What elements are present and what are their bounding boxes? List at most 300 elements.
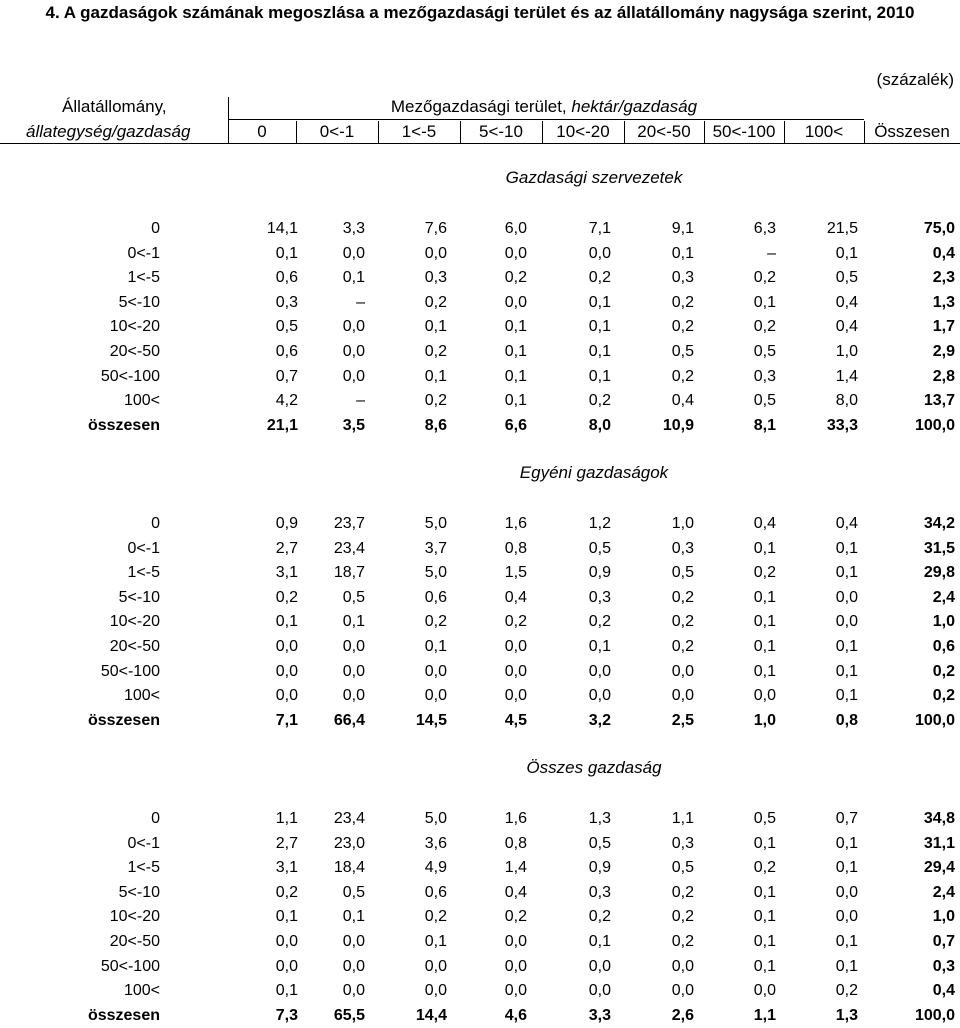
table-cell: 0,0	[275, 662, 298, 680]
total-cell: 1,0	[932, 908, 955, 926]
table-row	[0, 979, 960, 1003]
table-row	[0, 242, 960, 266]
table-cell: 0,0	[588, 244, 611, 262]
table-cell: 0,2	[588, 908, 611, 926]
table-cell: 0,0	[504, 244, 527, 262]
table-cell: 0,8	[504, 834, 527, 852]
table-row	[0, 832, 960, 856]
row-label: 0<-1	[127, 539, 160, 557]
table-cell: 0,0	[504, 662, 527, 680]
total-cell: 34,2	[923, 515, 955, 532]
table-cell: 0,1	[753, 908, 776, 926]
table-cell: 0,1	[342, 269, 365, 287]
total-cell: 2,4	[932, 883, 955, 901]
table-row	[0, 340, 960, 364]
section-title: Összes gazdaság	[526, 758, 662, 777]
total-cell: 29,4	[923, 859, 955, 877]
table-cell: 0,3	[588, 588, 611, 606]
table-cell: 4,5	[504, 711, 527, 729]
table-cell: 0,4	[671, 392, 694, 410]
column-group-unit: hektár/gazdaság	[571, 97, 698, 116]
table-cell: 1,1	[275, 810, 298, 827]
table-cell: 7,3	[275, 1006, 298, 1024]
total-cell: 31,1	[923, 834, 955, 852]
table-row	[0, 1004, 960, 1028]
table-cell: 2,7	[275, 834, 298, 852]
table-cell: 0,0	[424, 662, 447, 680]
column-header: 50<-100	[712, 122, 776, 141]
table-cell: 0,0	[342, 687, 365, 705]
table-cell: 0,5	[588, 539, 611, 557]
table-cell: 0,2	[753, 859, 776, 877]
table-row	[0, 684, 960, 708]
table-cell: 0,3	[753, 367, 776, 385]
column-header: 10<-20	[556, 122, 610, 141]
table-cell: 4,6	[504, 1006, 527, 1024]
table-cell: 0,1	[753, 883, 776, 901]
total-cell: 0,3	[932, 957, 955, 975]
table-cell: 0,1	[835, 564, 858, 582]
table-cell: 3,5	[342, 416, 365, 434]
row-label: összesen	[87, 1006, 160, 1024]
total-cell: 2,9	[932, 343, 955, 360]
table-cell: 0,0	[424, 982, 447, 1000]
unit-label: (százalék)	[876, 70, 954, 89]
table-cell: 0,1	[504, 392, 527, 410]
table-cell: 0,0	[275, 957, 298, 975]
table-row	[0, 291, 960, 315]
table-row	[0, 635, 960, 659]
table-cell: 0,0	[342, 343, 365, 360]
table-cell: 0,1	[275, 613, 298, 631]
table-cell: –	[356, 392, 365, 410]
table-cell: 0,1	[753, 539, 776, 557]
table-cell: 2,5	[671, 711, 694, 729]
table-cell: 0,0	[835, 908, 858, 926]
table-cell: 5,0	[424, 564, 447, 582]
row-label: 20<-50	[109, 343, 160, 360]
table-cell: 10,9	[662, 416, 694, 434]
table-cell: 0,2	[671, 613, 694, 631]
column-header: 0<-1	[319, 122, 355, 141]
row-label: 1<-5	[127, 564, 160, 582]
table-cell: 0,2	[275, 883, 298, 901]
table-cell: 0,1	[588, 293, 611, 311]
row-label: 0	[151, 220, 160, 237]
table-cell: 2,6	[671, 1006, 694, 1024]
total-cell: 0,2	[932, 687, 955, 705]
table-cell: 0,0	[588, 957, 611, 975]
table-cell: 0,6	[424, 588, 447, 606]
table-cell: 0,1	[588, 638, 611, 655]
column-header: 100<	[804, 122, 844, 141]
table-cell: 0,1	[753, 293, 776, 311]
total-cell: 1,7	[932, 318, 955, 336]
row-label: összesen	[87, 711, 160, 729]
table-row	[0, 610, 960, 634]
row-label: 10<-20	[109, 613, 160, 631]
table-cell: 2,7	[275, 539, 298, 557]
row-label: 0	[151, 515, 160, 532]
table-cell: 8,1	[753, 416, 776, 434]
table-cell: 18,7	[333, 564, 365, 582]
table-cell: 0,6	[275, 343, 298, 360]
column-header: 1<-5	[401, 122, 437, 141]
table-cell: 0,1	[835, 834, 858, 852]
table-cell: 0,1	[753, 613, 776, 631]
table-cell: 0,2	[275, 588, 298, 606]
table-row	[0, 266, 960, 290]
table-cell: 0,5	[342, 883, 365, 901]
table-cell: 66,4	[333, 711, 365, 729]
table-cell: 14,4	[415, 1006, 447, 1024]
total-cell: 100,0	[914, 416, 955, 434]
table-cell: 0,5	[753, 392, 776, 410]
total-cell: 2,4	[932, 588, 955, 606]
table-cell: 0,5	[671, 859, 694, 877]
total-cell: 29,8	[923, 564, 955, 582]
table-cell: 0,2	[671, 933, 694, 950]
table-cell: 14,5	[415, 711, 447, 729]
table-cell: 0,2	[671, 367, 694, 385]
table-row	[0, 414, 960, 438]
table-cell: 6,3	[753, 220, 776, 237]
table-cell: 0,5	[275, 318, 298, 336]
table-cell: 0,0	[835, 588, 858, 606]
table-cell: 1,0	[671, 515, 694, 532]
table-cell: 0,2	[671, 883, 694, 901]
total-cell: 34,8	[923, 810, 955, 827]
table-row	[0, 537, 960, 561]
table-cell: 0,5	[342, 588, 365, 606]
table-cell: 1,0	[753, 711, 776, 729]
table-cell: 3,7	[424, 539, 447, 557]
table-cell: 0,4	[753, 515, 776, 532]
table-cell: 0,2	[504, 269, 527, 287]
table-cell: 0,1	[753, 638, 776, 655]
table-cell: 0,2	[588, 613, 611, 631]
row-header-label-line2: állategység/gazdaság	[26, 122, 191, 141]
table-cell: 0,1	[588, 367, 611, 385]
table-cell: 0,2	[753, 269, 776, 287]
table-cell: 0,0	[342, 638, 365, 655]
total-cell: 75,0	[923, 220, 955, 237]
total-cell: 1,3	[932, 293, 955, 311]
table-cell: 0,1	[275, 908, 298, 926]
table-row	[0, 930, 960, 954]
table-cell: 0,2	[588, 269, 611, 287]
table-cell: 1,4	[835, 367, 858, 385]
table-cell: 0,1	[504, 367, 527, 385]
table-cell: 65,5	[333, 1006, 365, 1024]
table-cell: 0,2	[424, 392, 447, 410]
row-label: 1<-5	[127, 859, 160, 877]
table-cell: 0,2	[671, 293, 694, 311]
row-label: 50<-100	[100, 367, 160, 385]
table-cell: 0,5	[753, 810, 776, 827]
row-label: 50<-100	[100, 662, 160, 680]
table-cell: 0,3	[424, 269, 447, 287]
total-cell: 31,5	[923, 539, 955, 557]
table-cell: 0,4	[835, 318, 858, 336]
table-cell: 0,7	[835, 810, 858, 827]
row-label: 0	[151, 810, 160, 827]
table-cell: 0,0	[504, 293, 527, 311]
table-cell: 1,0	[835, 343, 858, 360]
table-row	[0, 709, 960, 733]
row-header-label-line1: Állatállomány,	[62, 97, 167, 116]
total-cell: 0,2	[932, 662, 955, 680]
table-cell: 4,2	[275, 392, 298, 410]
total-cell: 0,4	[932, 244, 955, 262]
page-title: 4. A gazdaságok számának megoszlása a mezőgazdasági terület és az állatállomány nagysága szerint, 2010	[45, 3, 915, 22]
table-row	[0, 365, 960, 389]
table-cell: 0,1	[835, 539, 858, 557]
row-label: 20<-50	[109, 638, 160, 655]
table-cell: 0,3	[588, 883, 611, 901]
row-label: összesen	[87, 416, 160, 434]
table-cell: 0,1	[504, 318, 527, 336]
table-cell: 0,2	[671, 588, 694, 606]
table-cell: 0,2	[424, 343, 447, 360]
table-cell: 1,2	[588, 515, 611, 532]
table-cell: 0,6	[424, 883, 447, 901]
table-cell: 0,1	[588, 343, 611, 360]
table-cell: 0,0	[671, 982, 694, 1000]
table-cell: 0,0	[342, 318, 365, 336]
table-cell: 0,0	[342, 662, 365, 680]
table-cell: 0,0	[275, 687, 298, 705]
table-cell: 0,5	[671, 564, 694, 582]
table-cell: 0,1	[835, 859, 858, 877]
table-cell: 0,1	[424, 933, 447, 950]
table-cell: 0,1	[275, 244, 298, 262]
table-cell: 5,0	[424, 810, 447, 827]
table-cell: 0,2	[504, 908, 527, 926]
table-cell: 7,1	[275, 711, 298, 729]
table-cell: 23,4	[333, 539, 365, 557]
table-cell: 1,4	[504, 859, 527, 877]
column-header: Összesen	[874, 122, 950, 141]
table-cell: 0,1	[671, 244, 694, 262]
table-cell: 6,6	[504, 416, 527, 434]
table-cell: 0,0	[342, 957, 365, 975]
table-cell: 0,1	[342, 908, 365, 926]
table-cell: 18,4	[333, 859, 365, 877]
row-label: 20<-50	[109, 933, 160, 950]
table-cell: 0,0	[424, 244, 447, 262]
table-cell: 23,4	[333, 810, 365, 827]
table-cell: 0,8	[835, 711, 858, 729]
table-cell: 8,0	[588, 416, 611, 434]
table-cell: 1,1	[671, 810, 694, 827]
table-cell: 5,0	[424, 515, 447, 532]
table-cell: 1,5	[504, 564, 527, 582]
table-cell: 1,3	[588, 810, 611, 827]
table-cell: 0,1	[753, 933, 776, 950]
table-cell: 1,1	[753, 1006, 776, 1024]
table-cell: 3,1	[275, 564, 298, 582]
row-label: 5<-10	[118, 293, 160, 311]
table-cell: 0,1	[835, 662, 858, 680]
table-cell: 0,1	[424, 318, 447, 336]
table-row	[0, 905, 960, 929]
table-cell: 0,1	[835, 687, 858, 705]
table-row	[0, 660, 960, 684]
table-cell: 0,2	[504, 613, 527, 631]
table-cell: 7,1	[588, 220, 611, 237]
table-cell: 0,1	[835, 933, 858, 950]
table-cell: 1,3	[835, 1006, 858, 1024]
table-cell: 0,0	[835, 613, 858, 631]
table-cell: 0,5	[753, 343, 776, 360]
table-cell: 0,0	[588, 982, 611, 1000]
table-cell: 0,0	[753, 687, 776, 705]
table-cell: 21,1	[266, 416, 298, 434]
table-cell: 0,3	[671, 539, 694, 557]
table-cell: 0,0	[342, 244, 365, 262]
table-cell: 0,0	[671, 957, 694, 975]
row-label: 5<-10	[118, 588, 160, 606]
table-cell: 0,2	[835, 982, 858, 1000]
table-row	[0, 389, 960, 413]
table-cell: 1,6	[504, 810, 527, 827]
table-cell: 0,2	[671, 908, 694, 926]
table-cell: 6,0	[504, 220, 527, 237]
table-cell: 0,4	[835, 515, 858, 532]
table-cell: 0,1	[588, 318, 611, 336]
column-group-header	[228, 97, 860, 117]
table-cell: 0,2	[424, 293, 447, 311]
total-cell: 0,7	[932, 933, 955, 950]
table-cell: 0,0	[424, 957, 447, 975]
table-cell: 23,7	[333, 515, 365, 532]
table-cell: 0,1	[504, 343, 527, 360]
column-header: 5<-10	[479, 122, 523, 141]
table-cell: 7,6	[424, 220, 447, 237]
table-cell: 0,0	[342, 367, 365, 385]
column-header: 20<-50	[637, 122, 691, 141]
table-cell: 0,0	[424, 687, 447, 705]
table-cell: 9,1	[671, 220, 694, 237]
table-cell: 0,0	[835, 883, 858, 901]
table-cell: 0,5	[835, 269, 858, 287]
table-cell: 0,1	[835, 638, 858, 655]
table-cell: 0,1	[588, 933, 611, 950]
row-label: 10<-20	[109, 318, 160, 336]
table-cell: 0,0	[275, 933, 298, 950]
table-cell: 0,3	[275, 293, 298, 311]
table-cell: 0,0	[588, 687, 611, 705]
table-cell: 0,0	[504, 933, 527, 950]
total-cell: 2,3	[932, 269, 955, 287]
table-cell: 0,7	[275, 367, 298, 385]
table-row	[0, 881, 960, 905]
row-label: 100<	[123, 982, 160, 1000]
row-label: 0<-1	[127, 244, 160, 262]
table-cell: 0,3	[671, 834, 694, 852]
table-cell: 0,4	[835, 293, 858, 311]
table-cell: 0,2	[671, 638, 694, 655]
table-cell: 0,6	[275, 269, 298, 287]
row-label: 100<	[123, 392, 160, 410]
table-cell: 3,2	[588, 711, 611, 729]
table-row	[0, 856, 960, 880]
table-cell: 1,6	[504, 515, 527, 532]
table-cell: 0,2	[753, 318, 776, 336]
total-cell: 0,6	[932, 638, 955, 655]
group-underline	[228, 119, 864, 120]
table-cell: 0,1	[753, 957, 776, 975]
table-cell: 0,1	[342, 613, 365, 631]
table-cell: 0,0	[588, 662, 611, 680]
table-cell: 8,6	[424, 416, 447, 434]
table-cell: 0,0	[504, 638, 527, 655]
table-cell: 0,2	[424, 613, 447, 631]
section-title: Egyéni gazdaságok	[519, 463, 669, 482]
section-title: Gazdasági szervezetek	[505, 168, 683, 187]
table-cell: –	[767, 244, 776, 262]
table-cell: 0,3	[671, 269, 694, 287]
table-cell: 0,1	[835, 957, 858, 975]
row-label: 5<-10	[118, 883, 160, 901]
total-cell: 100,0	[914, 1006, 955, 1024]
total-cell: 0,4	[932, 982, 955, 1000]
table-row	[0, 217, 960, 241]
table-cell: 33,3	[826, 416, 858, 434]
table-cell: 0,9	[588, 859, 611, 877]
table-cell: 0,9	[275, 515, 298, 532]
table-cell: 0,5	[671, 343, 694, 360]
table-cell: 0,8	[504, 539, 527, 557]
total-cell: 1,0	[932, 613, 955, 631]
table-cell: 0,2	[588, 392, 611, 410]
table-cell: 0,0	[275, 638, 298, 655]
total-cell: 13,7	[923, 392, 955, 410]
row-label: 10<-20	[109, 908, 160, 926]
table-cell: 4,9	[424, 859, 447, 877]
table-cell: 0,2	[753, 564, 776, 582]
table-cell: 0,1	[424, 367, 447, 385]
table-cell: 0,1	[753, 834, 776, 852]
column-group-prefix: Mezőgazdasági terület,	[390, 97, 572, 116]
table-cell: 0,0	[753, 982, 776, 1000]
table-row	[0, 315, 960, 339]
total-cell: 100,0	[914, 711, 955, 729]
table-cell: 0,0	[671, 687, 694, 705]
table-cell: 21,5	[826, 220, 858, 237]
row-label: 100<	[123, 687, 160, 705]
table-row	[0, 512, 960, 536]
table-cell: 23,0	[333, 834, 365, 852]
row-label: 0<-1	[127, 834, 160, 852]
row-label: 50<-100	[100, 957, 160, 975]
table-cell: 0,0	[342, 933, 365, 950]
table-row	[0, 586, 960, 610]
table-cell: 0,0	[504, 957, 527, 975]
table-cell: 0,5	[588, 834, 611, 852]
table-cell: 0,1	[275, 982, 298, 1000]
table-cell: 0,0	[342, 982, 365, 1000]
table-row	[0, 561, 960, 585]
total-cell: 2,8	[932, 367, 955, 385]
table-row	[0, 807, 960, 831]
table-cell: 0,4	[504, 588, 527, 606]
table-cell: 0,2	[671, 318, 694, 336]
table-cell: 3,3	[588, 1006, 611, 1024]
table-cell: –	[356, 293, 365, 311]
table-cell: 0,9	[588, 564, 611, 582]
